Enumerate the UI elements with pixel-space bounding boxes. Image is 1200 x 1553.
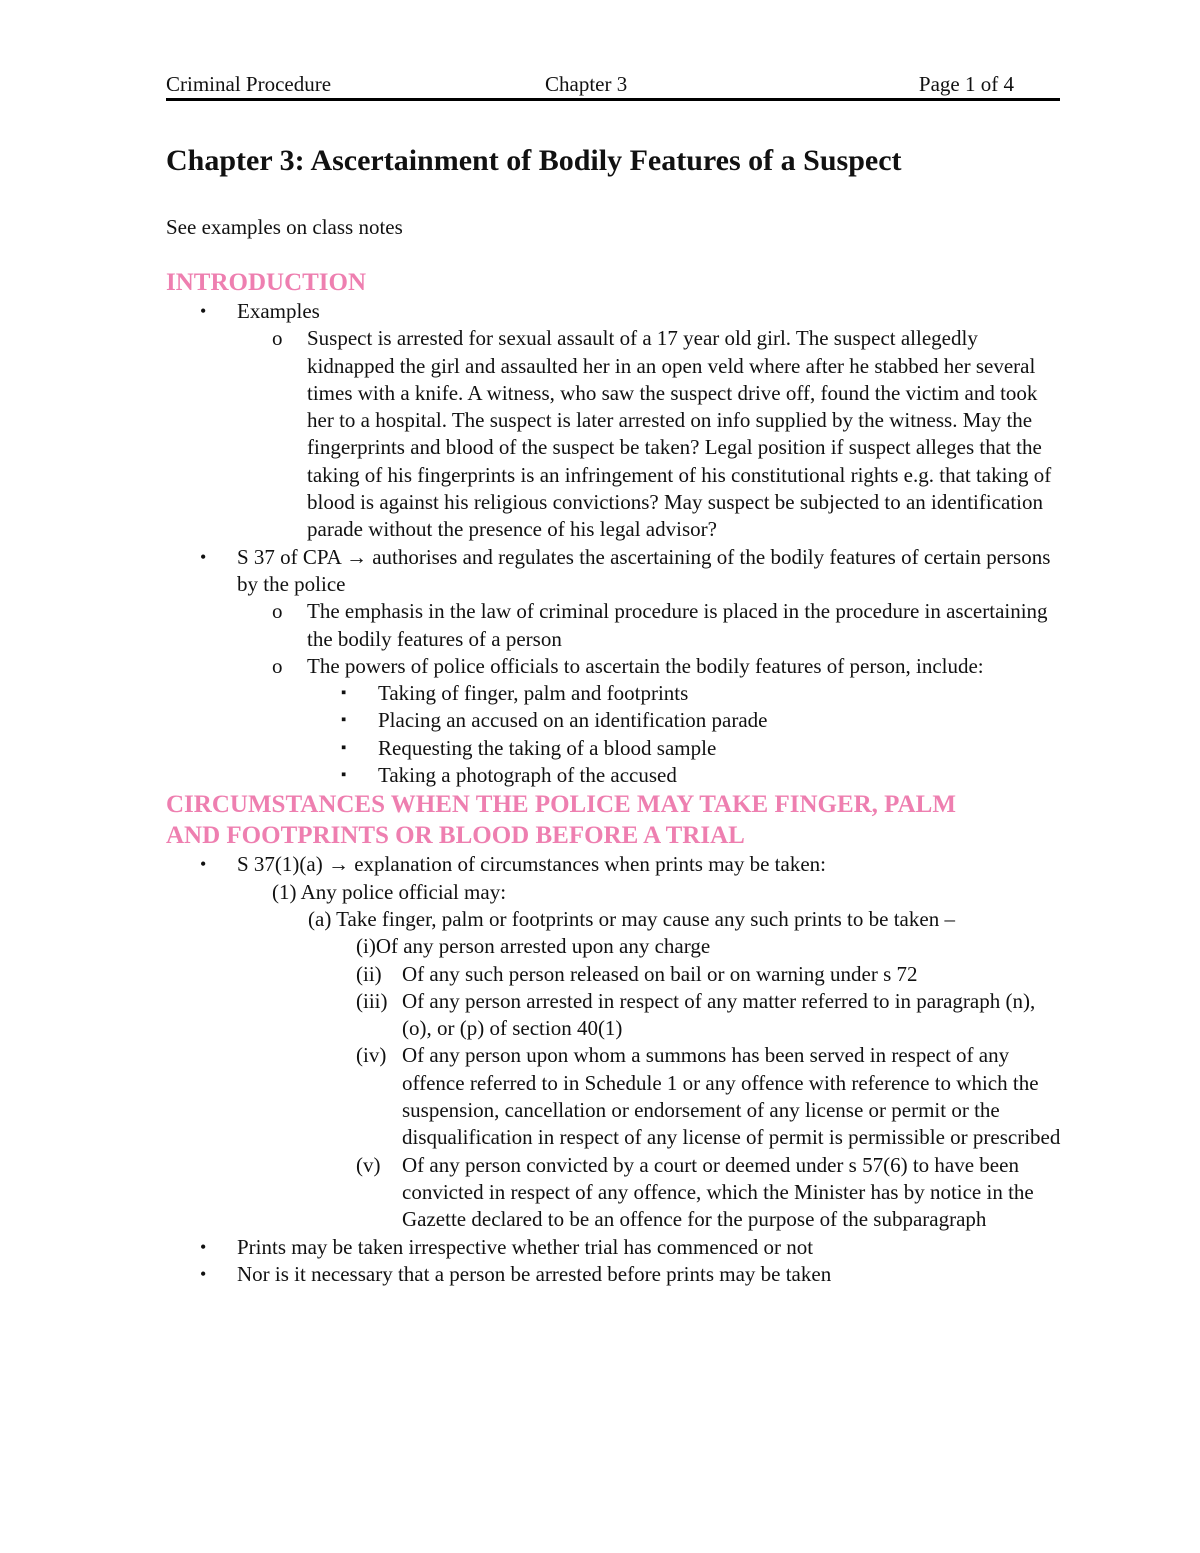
list-item [166, 298, 1066, 325]
s37-emphasis-text: The emphasis in the law of criminal procedure is placed in the procedure in ascertaining the bodily features of a person [307, 599, 1048, 651]
document-body [166, 142, 1066, 1288]
bullet-icon: • [200, 854, 207, 875]
bullet-icon: • [200, 301, 207, 321]
roman-item [166, 988, 1066, 1043]
header-course: Criminal Procedure [166, 72, 332, 96]
square-bullet-icon: ▪ [341, 767, 347, 784]
list-item [166, 707, 1066, 734]
list-item [166, 762, 1066, 789]
list-item [166, 1234, 1066, 1261]
subsection-1: (1) Any police official may: [272, 879, 507, 904]
roman-numeral: (iv) [356, 1043, 387, 1068]
bullet-icon: • [200, 1263, 207, 1284]
roman-item-text: Of any person upon whom a summons has been served in respect of any offence referred to in Schedule 1 or any offence with reference to which the suspension, cancellation or endorsement of any license or permit or the disqualification in respect of any license of permit is permissible or prescribed [402, 1043, 1061, 1150]
roman-item-text: Of any person convicted by a court or deemed under s 57(6) to have been convicted in respect of any offence, which the Minister has by notice in the Gazette declared to be an offence for the purpose of the subparagraph [402, 1152, 1034, 1232]
square-bullet-icon: ▪ [341, 712, 347, 729]
circle-bullet-icon: o [272, 653, 283, 678]
example-scenario-text: Suspect is arrested for sexual assault of a 17 year old girl. The suspect allegedly kidnapped the girl and assaulted her in an open veld where after he stabbed her several times with a knife. A witness, who saw the suspect drive off, found the victim and took her to a hospital. The suspect is later arrested on info supplied by the witness. May the fingerprints and blood of the suspect be taken? Legal position if suspect alleges that the taking of his fingerprints is an infringement of his constitutional rights e.g. that taking of blood is against his religious convictions? May suspect be subjected to an identification parade without the presence of his legal advisor? [307, 326, 1052, 542]
heading-line: AND FOOTPRINTS OR BLOOD BEFORE A TRIAL [166, 822, 745, 850]
circle-bullet-icon: o [272, 326, 283, 351]
list-item [166, 851, 1066, 878]
roman-numeral: (iii) [356, 988, 388, 1013]
header-chapter: Chapter 3 [545, 72, 628, 96]
power-item: Placing an accused on an identification parade [378, 708, 768, 733]
page-header [166, 70, 1060, 101]
header-page-number: Page 1 of 4 [918, 72, 1014, 96]
circle-bullet-icon: o [272, 599, 283, 624]
list-item [166, 680, 1066, 707]
roman-numeral: (ii) [356, 961, 382, 986]
roman-item [166, 1152, 1066, 1234]
power-item: Taking of finger, palm and footprints [378, 681, 689, 706]
section-heading-circumstances [166, 789, 1066, 851]
section-heading-introduction: INTRODUCTION [166, 269, 367, 296]
roman-item: (i)Of any person arrested upon any charge [356, 934, 711, 959]
list-item [166, 598, 1066, 653]
square-bullet-icon: ▪ [341, 685, 347, 702]
list-item [166, 325, 1066, 543]
s37-1a-text: S 37(1)(a) → explanation of circumstances when prints may be taken: [237, 852, 826, 877]
list-item [166, 653, 1066, 680]
closing-text: Nor is it necessary that a person be arrested before prints may be taken [237, 1261, 832, 1286]
roman-item [166, 961, 1066, 988]
paragraph-a: (a) Take finger, palm or footprints or may cause any such prints to be taken – [308, 906, 955, 931]
class-notes-note: See examples on class notes [166, 215, 403, 239]
heading-line: CIRCUMSTANCES WHEN THE POLICE MAY TAKE FINGER, PALM [166, 791, 956, 819]
roman-numeral: (v) [356, 1152, 381, 1177]
bullet-icon: • [200, 1236, 207, 1257]
list-item [166, 544, 1066, 599]
closing-text: Prints may be taken irrespective whether trial has commenced or not [237, 1234, 814, 1259]
square-bullet-icon: ▪ [341, 739, 347, 756]
list-item [166, 735, 1066, 762]
list-item [166, 1261, 1066, 1288]
s37-text: S 37 of CPA → authorises and regulates the ascertaining of the bodily features of certain persons by the police [237, 544, 1051, 596]
roman-item [166, 1042, 1066, 1151]
power-item: Requesting the taking of a blood sample [378, 735, 717, 760]
roman-item-text: Of any person arrested in respect of any matter referred to in paragraph (n), (o), or (p) of section 40(1) [402, 988, 1036, 1041]
roman-item-text: Of any such person released on bail or on warning under s 72 [402, 961, 918, 986]
chapter-title: Chapter 3: Ascertainment of Bodily Features of a Suspect [166, 144, 902, 177]
s37-powers-text: The powers of police officials to ascertain the bodily features of person, include: [307, 653, 984, 678]
power-item: Taking a photograph of the accused [378, 763, 677, 788]
examples-label: Examples [237, 299, 320, 323]
bullet-icon: • [200, 546, 207, 567]
